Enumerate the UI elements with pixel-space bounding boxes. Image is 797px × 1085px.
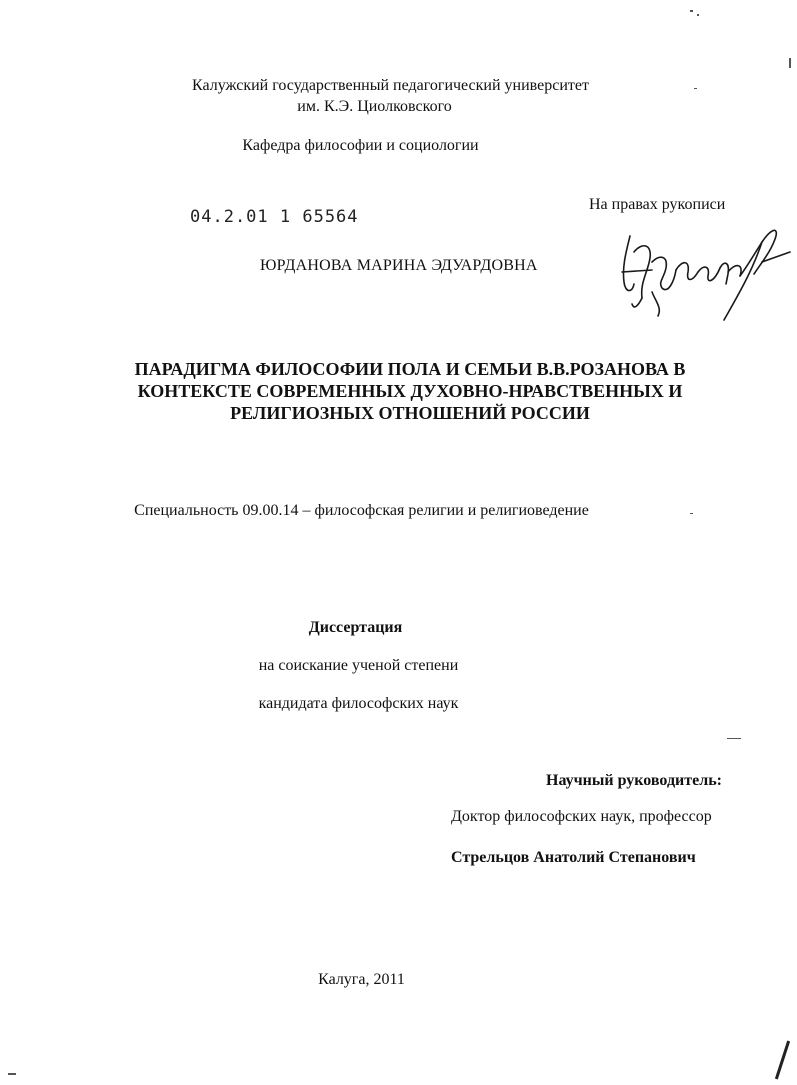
title-line-2: КОНТЕКСТЕ СОВРЕМЕННЫХ ДУХОВНО-НРАВСТВЕННЫХ И [137, 381, 683, 401]
university-named-after: им. К.Э. Циолковского [297, 98, 452, 115]
advisor-title: Доктор философских наук, профессор [451, 808, 712, 825]
author-name: ЮРДАНОВА МАРИНА ЭДУАРДОВНА [260, 257, 538, 274]
scan-speck [694, 88, 697, 89]
dissertation-title [60, 358, 760, 424]
scan-speck [690, 10, 693, 12]
author-signature [612, 212, 792, 327]
scan-speck [789, 58, 791, 68]
department-name: Кафедра философии и социологии [242, 137, 479, 154]
specialty: Специальность 09.00.14 – философская религии и религиоведение [134, 502, 589, 519]
manuscript-note: На правах рукописи [589, 196, 726, 213]
advisor-label: Научный руководитель: [546, 772, 722, 789]
scan-speck [727, 738, 741, 739]
degree-line-1: на соискание ученой степени [258, 657, 459, 674]
advisor-name: Стрельцов Анатолий Степанович [451, 849, 696, 866]
university-name: Калужский государственный педагогический университет [192, 77, 589, 94]
degree-line-2: кандидата философских наук [258, 695, 459, 712]
scan-speck [690, 513, 693, 514]
title-line-3: РЕЛИГИОЗНЫХ ОТНОШЕНИЙ РОССИИ [230, 403, 590, 423]
scan-speck [775, 1041, 790, 1080]
dissertation-heading: Диссертация [308, 619, 403, 636]
registry-number: 04.2.01 1 65564 [190, 207, 359, 227]
scan-speck [697, 14, 699, 16]
scan-speck [8, 1073, 16, 1075]
title-line-1: ПАРАДИГМА ФИЛОСОФИИ ПОЛА И СЕМЬИ В.В.РОЗАНОВА В [134, 359, 686, 379]
city-year: Калуга, 2011 [318, 971, 405, 988]
